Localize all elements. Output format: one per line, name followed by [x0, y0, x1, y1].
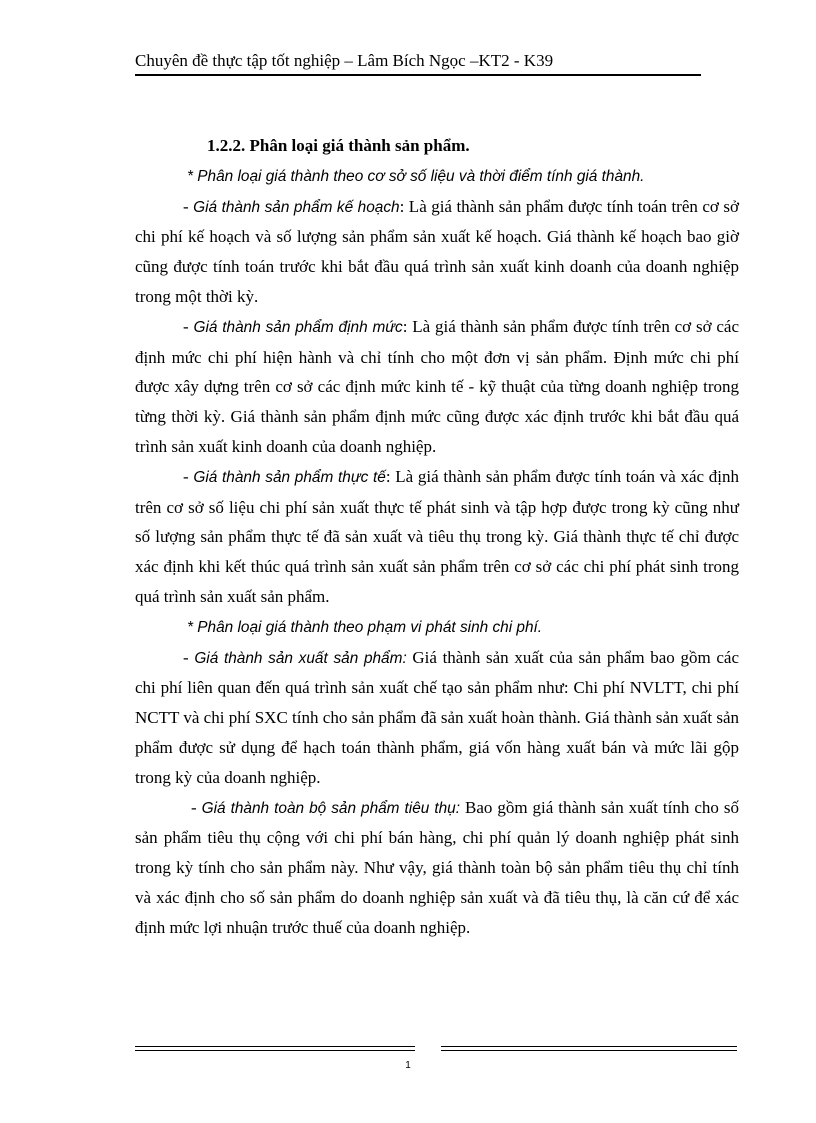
- paragraph-italic: Giá thành sản phẩm kế hoạch: [193, 198, 400, 216]
- paragraph-total-cost: [135, 793, 739, 943]
- section-heading: 1.2.2. Phân loại giá thành sản phẩm.: [207, 136, 470, 155]
- paragraph-actual-cost: [135, 462, 739, 612]
- paragraph-italic: * Phân loại giá thành theo cơ sở số liệu và thời điểm tính giá thành.: [187, 167, 645, 185]
- paragraph-text: Giá thành sản xuất của sản phẩm bao gồm các chi phí liên quan đến quá trình sản xuất chế tạo sản phẩm như: Chi phí NVLTT, chi phí NCTT và chi phí SXC tính cho sản phẩm đã sản xuất hoàn thành. Giá thành sản xuất sản phẩm được sử dụng để hạch toán thành phẩm, giá vốn hàng xuất bán và mức lãi gộp trong kỳ của doanh nghiệp.: [135, 647, 739, 787]
- paragraph-planned-cost: [135, 192, 739, 312]
- paragraph-lead: -: [183, 316, 194, 336]
- document-body: [135, 131, 739, 943]
- paragraph-lead: -: [191, 797, 202, 817]
- page-number: 1: [405, 1060, 411, 1071]
- paragraph-lead: -: [183, 196, 194, 216]
- footer-rule-left: [135, 1046, 415, 1051]
- paragraph-lead: -: [183, 466, 194, 486]
- paragraph-classification-2: [135, 612, 739, 643]
- paragraph-classification-1: [135, 161, 739, 192]
- paragraph-text: : Là giá thành sản phẩm được tính toán trên cơ sở chi phí kế hoạch và số lượng sản phẩm sản xuất kế hoạch. Giá thành kế hoạch bao giờ cũng được tính toán trước khi bắt đầu quá trình sản xuất kinh doanh của doanh nghiệp trong một thời kỳ.: [135, 196, 739, 306]
- footer-rule-right: [441, 1046, 737, 1051]
- paragraph-italic: Giá thành sản phẩm định mức: [193, 318, 403, 336]
- paragraph-italic: Giá thành sản xuất sản phẩm:: [194, 649, 407, 667]
- paragraph-text: : Là giá thành sản phẩm được tính toán và xác định trên cơ sở số liệu chi phí sản xuất thực tế phát sinh và tập hợp được trong kỳ cũng như số lượng sản phẩm thực tế đã sản xuất và tiêu thụ trong kỳ. Giá thành thực tế chỉ được xác định khi kết thúc quá trình sản xuất sản phẩm trên cơ sở các chi phí phát sinh trong quá trình sản xuất sản phẩm.: [135, 466, 739, 606]
- paragraph-italic: Giá thành sản phẩm thực tế: [193, 468, 386, 486]
- page-header: Chuyên đề thực tập tốt nghiệp – Lâm Bích Ngọc –KT2 - K39: [135, 50, 701, 76]
- paragraph-lead: -: [183, 647, 195, 667]
- paragraph-text: : Là giá thành sản phẩm được tính trên cơ sở các định mức chi phí hiện hành và chỉ tính cho một đơn vị sản phẩm. Định mức chi phí được xây dựng trên cơ sở các định mức kinh tế - kỹ thuật của từng doanh nghiệp trong từng thời kỳ. Giá thành sản phẩm định mức cũng được xác định trước khi bắt đầu quá trình sản xuất kinh doanh của doanh nghiệp.: [135, 316, 740, 456]
- paragraph-italic: Giá thành toàn bộ sản phẩm tiêu thụ:: [201, 799, 460, 817]
- paragraph-italic: * Phân loại giá thành theo phạm vi phát sinh chi phí.: [187, 618, 543, 636]
- paragraph-text: Bao gồm giá thành sản xuất tính cho số sản phẩm tiêu thụ cộng với chi phí bán hàng, chi phí quản lý doanh nghiệp phát sinh trong kỳ tính cho sản phẩm này. Như vậy, giá thành toàn bộ sản phẩm tiêu thụ chỉ tính và xác định cho số sản phẩm do doanh nghiệp sản xuất và đã tiêu thụ, là căn cứ để xác định mức lợi nhuận trước thuế của doanh nghiệp.: [135, 797, 739, 937]
- paragraph-production-cost: [135, 643, 739, 793]
- paragraph-norm-cost: [135, 312, 739, 462]
